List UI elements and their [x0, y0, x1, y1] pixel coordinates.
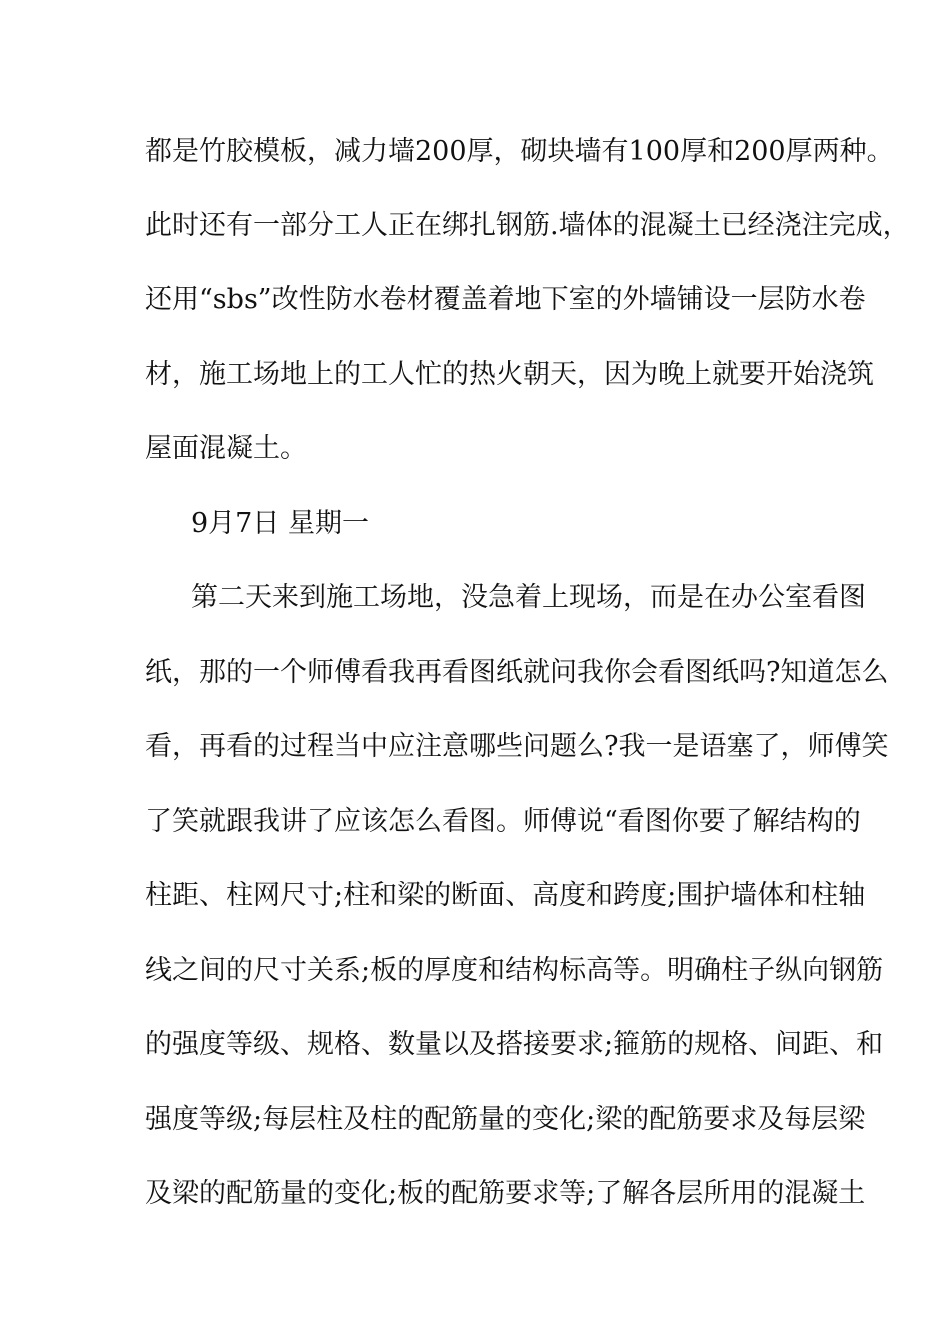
paragraph-line: 柱距、柱网尺寸;柱和梁的断面、高度和跨度;围护墙体和柱轴	[145, 880, 866, 911]
paragraph-line: 屋面混凝土。	[145, 433, 307, 464]
paragraph-line: 都是竹胶模板，减力墙200厚，砌块墙有100厚和200厚两种。	[145, 136, 894, 167]
paragraph-line: 强度等级;每层柱及柱的配筋量的变化;梁的配筋要求及每层梁	[145, 1104, 866, 1135]
paragraph-line: 纸，那的一个师傅看我再看图纸就问我你会看图纸吗?知道怎么	[145, 657, 889, 688]
paragraph-line: 材，施工场地上的工人忙的热火朝天，因为晚上就要开始浇筑	[145, 359, 874, 390]
paragraph-line: 看，再看的过程当中应注意哪些问题么?我一是语塞了，师傅笑	[145, 731, 889, 762]
paragraph-line: 线之间的尺寸关系;板的厚度和结构标高等。明确柱子纵向钢筋	[145, 955, 884, 986]
paragraph-line: 还用“sbs”改性防水卷材覆盖着地下室的外墙铺设一层防水卷	[145, 284, 866, 315]
date-heading: 9月7日 星期一	[191, 508, 369, 539]
paragraph-line: 此时还有一部分工人正在绑扎钢筋.墙体的混凝土已经浇注完成，	[145, 210, 910, 241]
paragraph-line: 的强度等级、规格、数量以及搭接要求;箍筋的规格、间距、和	[145, 1029, 884, 1060]
paragraph-line: 及梁的配筋量的变化;板的配筋要求等;了解各层所用的混凝土	[145, 1178, 866, 1209]
paragraph-line: 了笑就跟我讲了应该怎么看图。师傅说“看图你要了解结构的	[145, 806, 861, 837]
paragraph-line: 第二天来到施工场地，没急着上现场，而是在办公室看图	[191, 582, 866, 613]
